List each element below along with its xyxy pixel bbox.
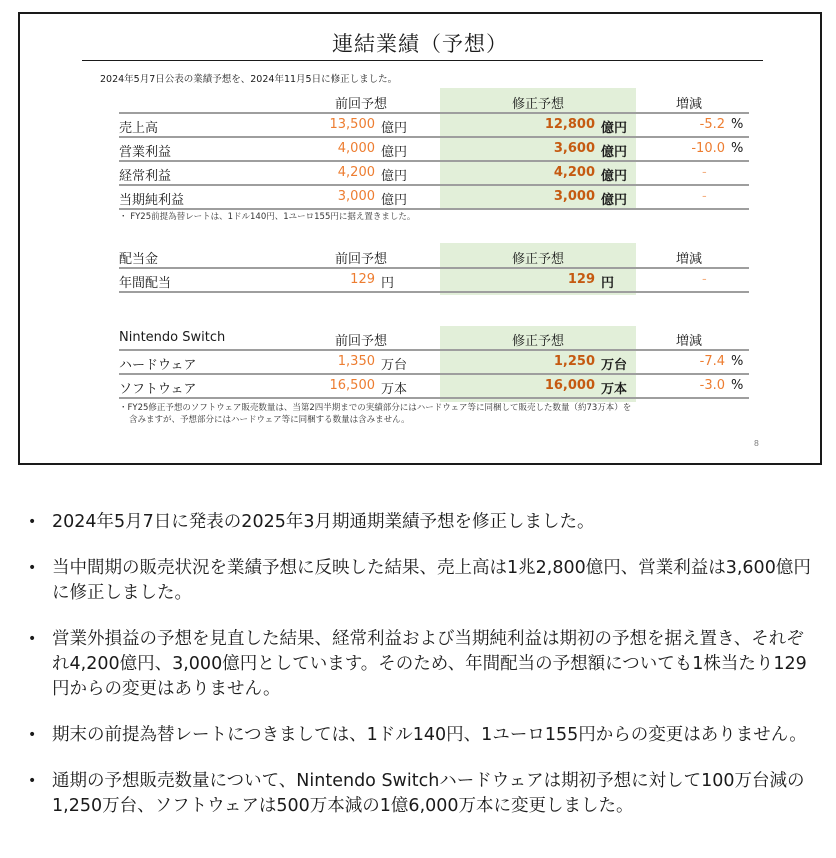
revised-value: 3,600 (553, 141, 595, 156)
bullet-icon: • (28, 773, 37, 789)
section-label: 配当金 (119, 252, 159, 267)
revised-value: 3,000 (553, 189, 595, 204)
exchange-rate-footnote: ・ FY25前提為替レートは、1ドル140円、1ユーロ155円に据え置きました。 (119, 212, 416, 222)
previous-value: 13,500 (329, 117, 375, 132)
dividend-table (119, 245, 749, 293)
list-item (28, 556, 818, 606)
header-change: 増減 (675, 97, 702, 112)
table-row-ordinary-profit (119, 162, 749, 186)
bullet-icon: • (28, 727, 37, 743)
revised-unit: 円 (601, 276, 615, 291)
previous-value: 16,500 (329, 378, 375, 393)
table-header-row (119, 245, 749, 269)
row-label: ソフトウェア (119, 382, 197, 397)
previous-value: 4,200 (337, 165, 375, 180)
previous-unit: 円 (381, 276, 395, 291)
earnings-table (119, 90, 749, 210)
change-value: -7.4 (699, 354, 725, 369)
table-row-net-sales (119, 114, 749, 138)
previous-value: 3,000 (337, 189, 375, 204)
software-footnote-line-1: ・FY25修正予想のソフトウェア販売数量は、当第2四半期までの実績部分にはハードウェア等に同梱して販売した数量（約73万本）を (119, 403, 632, 413)
change-unit: % (731, 354, 744, 369)
previous-value: 1,350 (337, 354, 375, 369)
table-row-hardware (119, 351, 749, 375)
previous-unit: 億円 (381, 193, 408, 208)
list-item (28, 510, 818, 535)
row-label: 経常利益 (119, 169, 172, 184)
revised-value: 129 (567, 272, 595, 287)
table-row-net-profit (119, 186, 749, 210)
bullet-text: 通期の予想販売数量について、Nintendo Switchハードウェアは期初予想に対して100万台減の1,250万台、ソフトウェアは500万本減の1億6,000万本に変更しました。 (52, 771, 805, 816)
list-item (28, 723, 818, 748)
slide-frame (18, 12, 822, 465)
software-footnote-line-2: 含みますが、予想部分にはハードウェア等に同梱する数量は含みません。 (129, 415, 410, 425)
header-revised: 修正予想 (511, 252, 564, 267)
table-header-row (119, 90, 749, 114)
revised-unit: 万本 (601, 382, 628, 397)
previous-unit: 万本 (381, 382, 408, 397)
bullet-text: 営業外損益の予想を見直した結果、経常利益および当期純利益は期初の予想を据え置き、それぞれ4,200億円、3,000億円としています。そのため、年間配当の予想額についても1株当たり129円からの変更はありません。 (52, 629, 807, 699)
row-label: 売上高 (119, 121, 159, 136)
revised-value: 16,000 (544, 378, 595, 393)
bullet-text: 2024年5月7日に発表の2025年3月期通期業績予想を修正しました。 (52, 512, 595, 532)
commentary-list (28, 510, 818, 840)
change-value: - (702, 165, 707, 180)
revised-value: 4,200 (553, 165, 595, 180)
change-value: -3.0 (699, 378, 725, 393)
bullet-icon: • (28, 514, 37, 530)
row-label: ハードウェア (119, 358, 197, 373)
revised-value: 1,250 (553, 354, 595, 369)
bullet-icon: • (28, 631, 37, 647)
header-revised: 修正予想 (511, 97, 564, 112)
previous-unit: 万台 (381, 358, 408, 373)
change-value: - (702, 189, 707, 204)
change-value: -5.2 (699, 117, 725, 132)
revised-unit: 億円 (601, 169, 628, 184)
table-row-annual-dividend (119, 269, 749, 293)
row-label: 年間配当 (119, 276, 172, 291)
header-revised: 修正予想 (511, 334, 564, 349)
bullet-text: 当中間期の販売状況を業績予想に反映した結果、売上高は1兆2,800億円、営業利益は3,600億円に修正しました。 (52, 558, 811, 603)
row-label: 当期純利益 (119, 193, 185, 208)
header-previous: 前回予想 (334, 334, 387, 349)
revised-unit: 万台 (601, 358, 628, 373)
table-row-operating-profit (119, 138, 749, 162)
title-divider (82, 60, 763, 61)
slide-title: 連結業績（予想） (332, 32, 508, 56)
header-previous: 前回予想 (334, 97, 387, 112)
table-header-row (119, 327, 749, 351)
revised-unit: 億円 (601, 145, 628, 160)
change-unit: % (731, 117, 744, 132)
list-item (28, 627, 818, 702)
previous-unit: 億円 (381, 121, 408, 136)
previous-value: 4,000 (337, 141, 375, 156)
revised-value: 12,800 (544, 117, 595, 132)
change-value: -10.0 (691, 141, 725, 156)
change-unit: % (731, 378, 744, 393)
revised-unit: 億円 (601, 121, 628, 136)
bullet-text: 期末の前提為替レートにつきましては、1ドル140円、1ユーロ155円からの変更はありません。 (52, 725, 807, 745)
change-unit: % (731, 141, 744, 156)
page-number: 8 (753, 439, 759, 448)
header-previous: 前回予想 (334, 252, 387, 267)
revised-unit: 億円 (601, 193, 628, 208)
switch-table (119, 327, 749, 399)
previous-unit: 億円 (381, 145, 408, 160)
previous-value: 129 (350, 272, 375, 287)
change-value: - (702, 272, 707, 287)
previous-unit: 億円 (381, 169, 408, 184)
header-change: 増減 (675, 334, 702, 349)
header-change: 増減 (675, 252, 702, 267)
table-row-software (119, 375, 749, 399)
row-label: 営業利益 (119, 145, 172, 160)
bullet-icon: • (28, 560, 37, 576)
section-label: Nintendo Switch (119, 330, 226, 345)
revision-note: 2024年5月7日公表の業績予想を、2024年11月5日に修正しました。 (100, 74, 398, 85)
list-item (28, 769, 818, 819)
